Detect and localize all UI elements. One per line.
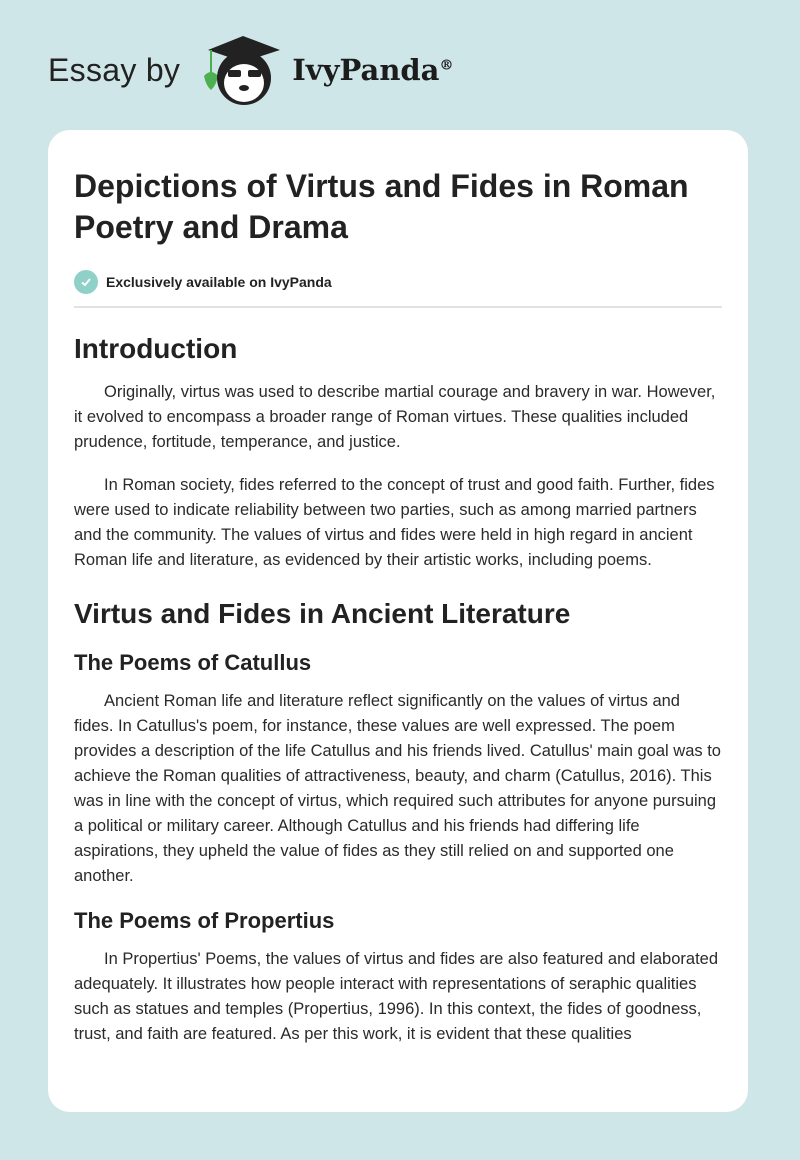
site-header bbox=[48, 30, 453, 110]
paragraph: In Propertius' Poems, the values of virtus and fides are also featured and elaborated adequately. It illustrates how people interact with representations of seraphic qualities such as statues and temples (Propertius, 1996). In this context, the fides of goodness, trust, and faith are featured. As per this work, it is evident that these qualities bbox=[74, 950, 719, 1043]
paragraph: In Roman society, fides referred to the concept of trust and good faith. Further, fides were used to indicate reliability between two parties, such as among married partners and the community. The values of virtus and fides were held in high regard in ancient Roman life and literature, as evidenced by their artistic works, including poems. bbox=[74, 476, 715, 569]
paragraph: Originally, virtus was used to describe martial courage and bravery in war. However, it evolved to encompass a broader range of Roman virtues. These qualities included prudence, fortitude, temperance, and justice. bbox=[74, 383, 716, 451]
check-icon bbox=[74, 270, 98, 294]
essay-by-label: Essay by bbox=[48, 51, 181, 88]
page-title: Depictions of Virtus and Fides in Roman Poetry and Drama bbox=[74, 168, 689, 245]
subsection-heading: The Poems of Catullus bbox=[74, 650, 312, 675]
divider bbox=[74, 306, 722, 308]
ivypanda-logo-icon[interactable] bbox=[198, 30, 288, 110]
section-heading: Introduction bbox=[74, 333, 238, 364]
badge-label: Exclusively available on IvyPanda bbox=[106, 274, 332, 290]
paragraph: Ancient Roman life and literature reflect significantly on the values of virtus and fides. In Catullus's poem, for instance, these values are well expressed. The poem provides a description of the life Catullus and his friends lived. Catullus' main goal was to achieve the Roman qualities of attractiveness, beauty, and charm (Catullus, 2016). This was in line with the concept of virtus, which required such attributes for anyone pursuing a political or military career. Although Catullus and his friends had differing life aspirations, they upheld the value of fides as they still relied on and supported one another. bbox=[74, 692, 721, 885]
subsection-heading: The Poems of Propertius bbox=[74, 908, 335, 933]
exclusive-badge bbox=[74, 270, 722, 294]
essay-card bbox=[48, 130, 748, 1112]
section-heading: Virtus and Fides in Ancient Literature bbox=[74, 598, 571, 629]
brand-name: IvyPanda® bbox=[292, 53, 454, 87]
